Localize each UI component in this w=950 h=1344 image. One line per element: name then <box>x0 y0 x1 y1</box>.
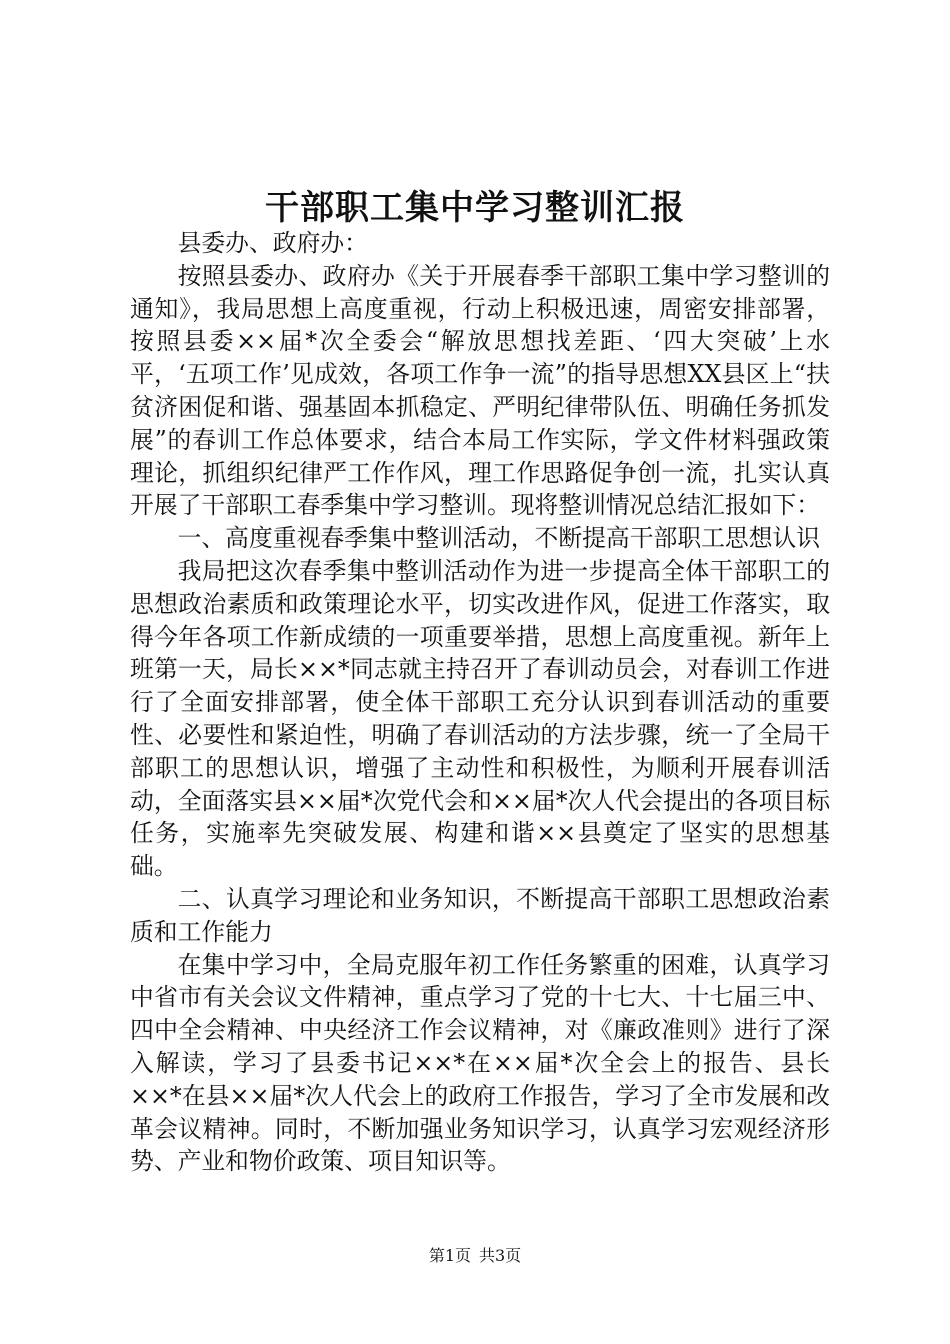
section-heading-2: 二、认真学习理论和业务知识，不断提高干部职工思想政治素质和工作能力 <box>130 884 830 946</box>
salutation: 县委办、政府办： <box>177 229 368 257</box>
document-title: 干部职工集中学习整训汇报 <box>265 188 685 228</box>
section-heading-1: 一、高度重视春季集中整训活动，不断提高干部职工思想认识 <box>177 524 821 553</box>
document-body <box>130 227 830 1178</box>
intro-paragraph: 按照县委办、政府办《关于开展春季干部职工集中学习整训的通知》，我局思想上高度重视，行动上积极迅速，周密安排部署，按照县委××届*次全委会“解放思想找差距、‘四大突破’上水平，‘五项工作’见成效，各项工作争一流”的指导思想XX县区上“扶贫济困促和谐、强基固本抓稳定、严明纪律带队伍、明确任务抓发展”的春训工作总体要求，结合本局工作实际，学文件材料强政策理论，抓组织纪律严工作作风，理工作思路促争创一流，扎实认真开展了干部职工春季集中学习整训。现将整训情况总结汇报如下： <box>130 261 830 520</box>
page-number: 第1页 <box>428 1246 471 1265</box>
page-total: 共3页 <box>479 1246 522 1265</box>
page-footer <box>0 1244 950 1268</box>
body-paragraph: 在集中学习中，全局克服年初工作任务繁重的困难，认真学习中省市有关会议文件精神，重点学习了党的十七大、十七届三中、四中全会精神、中央经济工作会议精神，对《廉政准则》进行了深入解读，学习了县委书记××*在××届*次全会上的报告、县长××*在县××届*次人代会上的政府工作报告，学习了全市发展和改革会议精神。同时，不断加强业务知识学习，认真学习宏观经济形势、产业和物价政策、项目知识等。 <box>130 950 830 1176</box>
body-paragraph: 我局把这次春季集中整训活动作为进一步提高全体干部职工的思想政治素质和政策理论水平，切实改进作风，促进工作落实，取得今年各项工作新成绩的一项重要举措，思想上高度重视。新年上班第一天，局长××*同志就主持召开了春训动员会，对春训工作进行了全面安排部署，使全体干部职工充分认识到春训活动的重要性、必要性和紧迫性，明确了春训活动的方法步骤，统一了全局干部职工的思想认识，增强了主动性和积极性，为顺利开展春训活动，全面落实县××届*次党代会和××届*次人代会提出的各项目标任务，实施率先突破发展、构建和谐××县奠定了坚实的思想基础。 <box>130 556 830 881</box>
